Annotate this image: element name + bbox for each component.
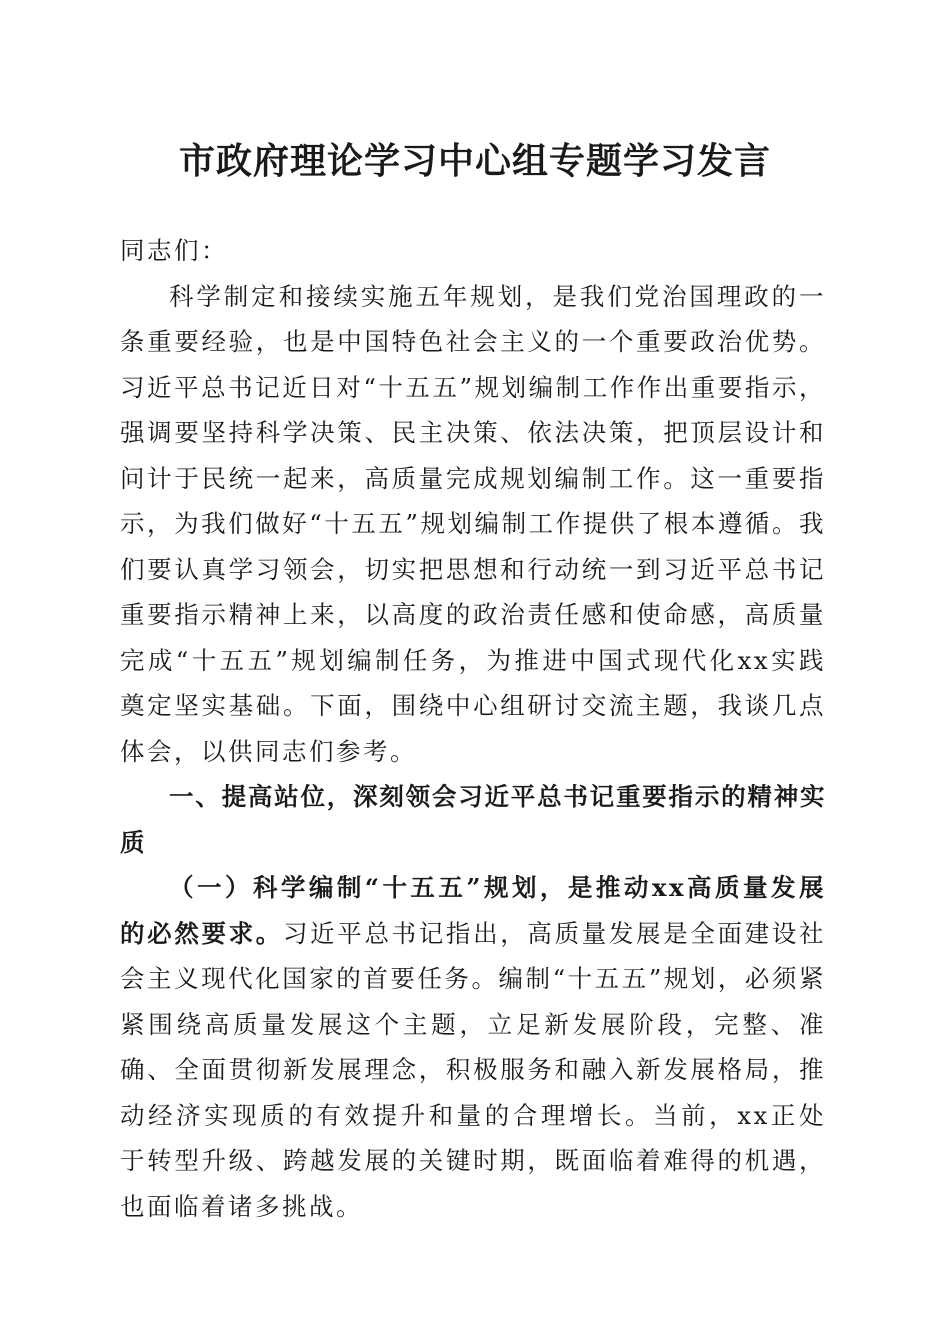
subsection-lead-1: （一）科学编制“十五五”规划，是推动xx高质量发展的必然要求。 <box>120 873 826 948</box>
subsection-paragraph-1 <box>120 865 826 1229</box>
intro-paragraph: 科学制定和接续实施五年规划，是我们党治国理政的一条重要经验，也是中国特色社会主义的一个重要政治优势。习近平总书记近日对“十五五”规划编制工作作出重要指示，强调要坚持科学决策、民主决策、依法决策，把顶层设计和问计于民统一起来，高质量完成规划编制工作。这一重要指示，为我们做好“十五五”规划编制工作提供了根本遵循。我们要认真学习领会，切实把思想和行动统一到习近平总书记重要指示精神上来，以高度的政治责任感和使命感，高质量完成“十五五”规划编制任务，为推进中国式现代化xx实践奠定坚实基础。下面，围绕中心组研讨交流主题，我谈几点体会，以供同志们参考。 <box>120 281 826 766</box>
section-heading-1: 一、提高站位，深刻领会习近平总书记重要指示的精神实质 <box>120 782 826 857</box>
subsection-body-1: 习近平总书记指出，高质量发展是全面建设社会主义现代化国家的首要任务。编制“十五五”规划，必须紧紧围绕高质量发展这个主题，立足新发展阶段，完整、准确、全面贯彻新发展理念，积极服务和融入新发展格局，推动经济实现质的有效提升和量的合理增长。当前，xx正处于转型升级、跨越发展的关键时期，既面临着难得的机遇，也面临着诸多挑战。 <box>120 918 827 1221</box>
salutation: 同志们： <box>120 236 228 265</box>
document-body <box>120 228 826 1229</box>
document-title: 市政府理论学习中心组专题学习发言 <box>178 140 771 182</box>
